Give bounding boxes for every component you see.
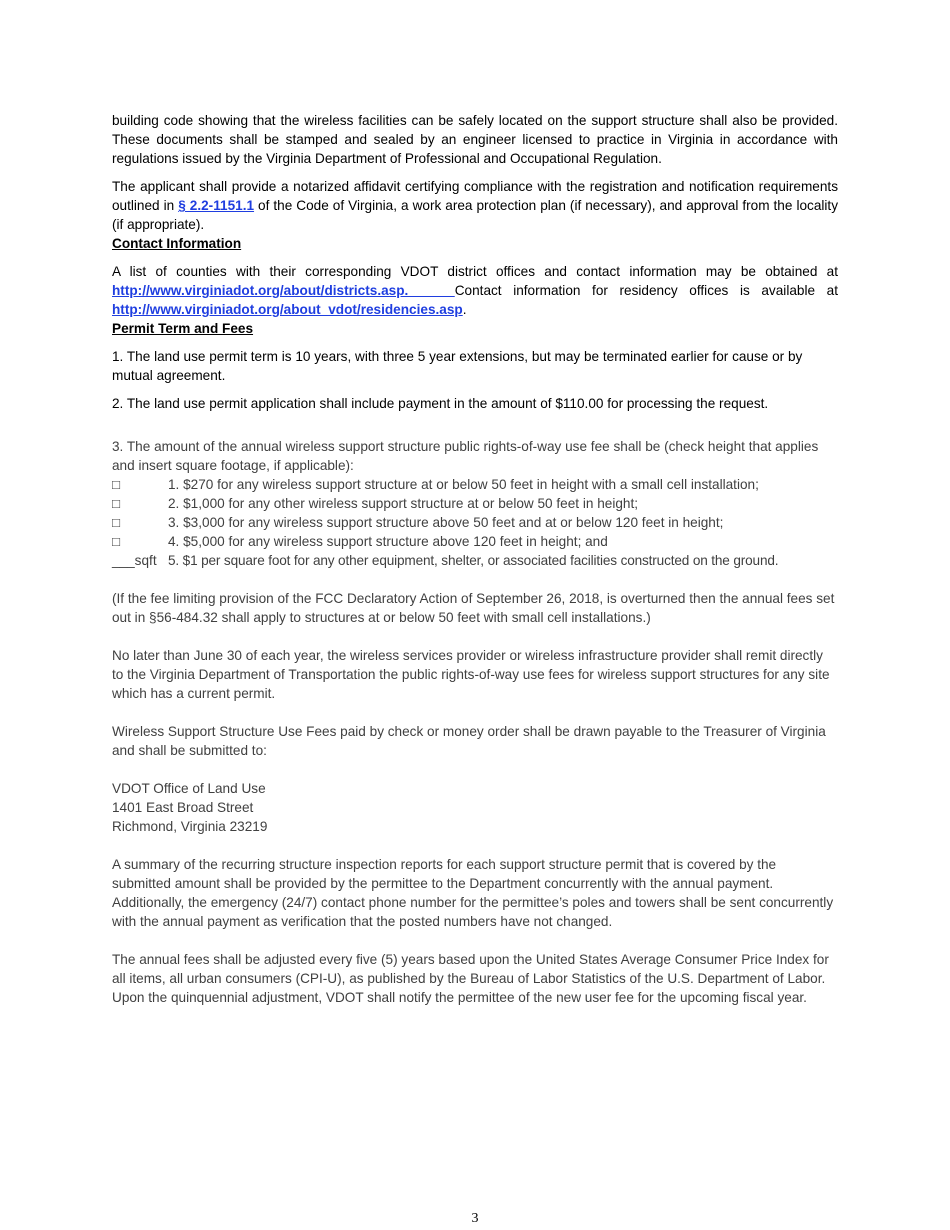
address-line-2: 1401 East Broad Street: [112, 800, 254, 815]
contact-paragraph: [112, 262, 838, 319]
contact-text-end: .: [462, 302, 467, 317]
fee-option-label: 5. $1 per square foot for any other equipment, shelter, or associated facilities constructed on the ground.: [168, 553, 779, 568]
fee-item-2: 2. The land use permit application shall include payment in the amount of $110.00 for processing the request.: [112, 396, 769, 411]
fee-item-1: 1. The land use permit term is 10 years, with three 5 year extensions, but may be terminated earlier for cause or by mutual agreement.: [112, 349, 803, 383]
fee-adjustment-paragraph: The annual fees shall be adjusted every five (5) years based upon the United States Average Consumer Price Index for all items, all urban consumers (CPI-U), as published by the Bureau of Labor Statistics of the U.S. Department of Labor. Upon the quinquennial adjustment, VDOT shall notify the permittee of the new user fee for the upcoming fiscal year.: [112, 952, 829, 1005]
fcc-note: (If the fee limiting provision of the FCC Declaratory Action of September 26, 2018, is overturned then the annual fees set out in §56-484.32 shall apply to structures at or below 50 feet with small cell installations.): [112, 591, 835, 625]
inspection-summary-paragraph: A summary of the recurring structure inspection reports for each support structure permit that is covered by the submitted amount shall be provided by the permittee to the Department concurrently with the annual payment. Additionally, the emergency (24/7) contact phone number for the permittee’s poles and towers shall be sent concurrently with the annual payment as verification that the posted numbers have not changed.: [112, 857, 834, 929]
intro-paragraph-2: [112, 177, 838, 234]
intro-paragraph-1: building code showing that the wireless facilities can be safely located on the support structure shall also be provided. These documents shall be stamped and sealed by an engineer licensed to practice in Virginia in accordance with regulations issued by the Virginia Department of Professional and Occupational Regulation.: [112, 113, 838, 166]
fee-option-row[interactable]: [112, 494, 838, 513]
checkbox-icon[interactable]: □: [112, 515, 121, 530]
residencies-link[interactable]: http://www.virginiadot.org/about_vdot/residencies.asp: [112, 302, 463, 317]
contact-text-before: A list of counties with their corresponding VDOT district offices and contact information may be obtained at: [112, 264, 838, 279]
districts-link[interactable]: http://www.virginiadot.org/about/districts.asp.: [112, 283, 455, 298]
fee-option-label: 3. $3,000 for any wireless support structure above 50 feet and at or below 120 feet in height;: [168, 515, 724, 530]
contact-heading: Contact Information: [112, 236, 242, 251]
document-page: [112, 111, 838, 1007]
fee-option-row[interactable]: [112, 513, 838, 532]
fee-option-row[interactable]: [112, 475, 838, 494]
intro-p2-before: The applicant shall provide a notarized affidavit certifying compliance with the registration and notification requirements outlined in: [112, 179, 838, 213]
checkbox-icon[interactable]: □: [112, 534, 121, 549]
checkbox-icon[interactable]: □: [112, 477, 121, 492]
permit-fees-heading: Permit Term and Fees: [112, 321, 254, 336]
sqft-blank-field[interactable]: ___sqft: [112, 553, 157, 568]
fee-option-label: 4. $5,000 for any wireless support structure above 120 feet in height; and: [168, 534, 608, 549]
fee-item-3-intro: 3. The amount of the annual wireless support structure public rights-of-way use fee shall be (check height that applies and insert square footage, if applicable):: [112, 439, 819, 473]
checkbox-icon[interactable]: □: [112, 496, 121, 511]
fee-option-row[interactable]: [112, 551, 838, 570]
code-section-link[interactable]: § 2.2-1151.1: [178, 198, 255, 213]
address-line-3: Richmond, Virginia 23219: [112, 819, 268, 834]
payable-paragraph: Wireless Support Structure Use Fees paid by check or money order shall be drawn payable to the Treasurer of Virginia and shall be submitted to:: [112, 724, 826, 758]
address-line-1: VDOT Office of Land Use: [112, 781, 266, 796]
fee-option-row[interactable]: [112, 532, 838, 551]
fee-option-label: 2. $1,000 for any other wireless support structure at or below 50 feet in height;: [168, 496, 639, 511]
mailing-address: [112, 779, 838, 836]
intro-p2-after: of the Code of Virginia, a work area protection plan (if necessary), and approval from the locality (if appropriate).: [112, 198, 838, 232]
page-number: 3: [471, 1211, 479, 1226]
contact-text-middle: Contact information for residency offices is available at: [454, 283, 838, 298]
fee-option-label: 1. $270 for any wireless support structure at or below 50 feet in height with a small cell installation;: [168, 477, 759, 492]
fee-item-3-block: [112, 437, 838, 1007]
remit-paragraph: No later than June 30 of each year, the wireless services provider or wireless infrastructure provider shall remit directly to the Virginia Department of Transportation the public rights-of-way use fees for wireless support structures for any site which has a current permit.: [112, 648, 830, 701]
